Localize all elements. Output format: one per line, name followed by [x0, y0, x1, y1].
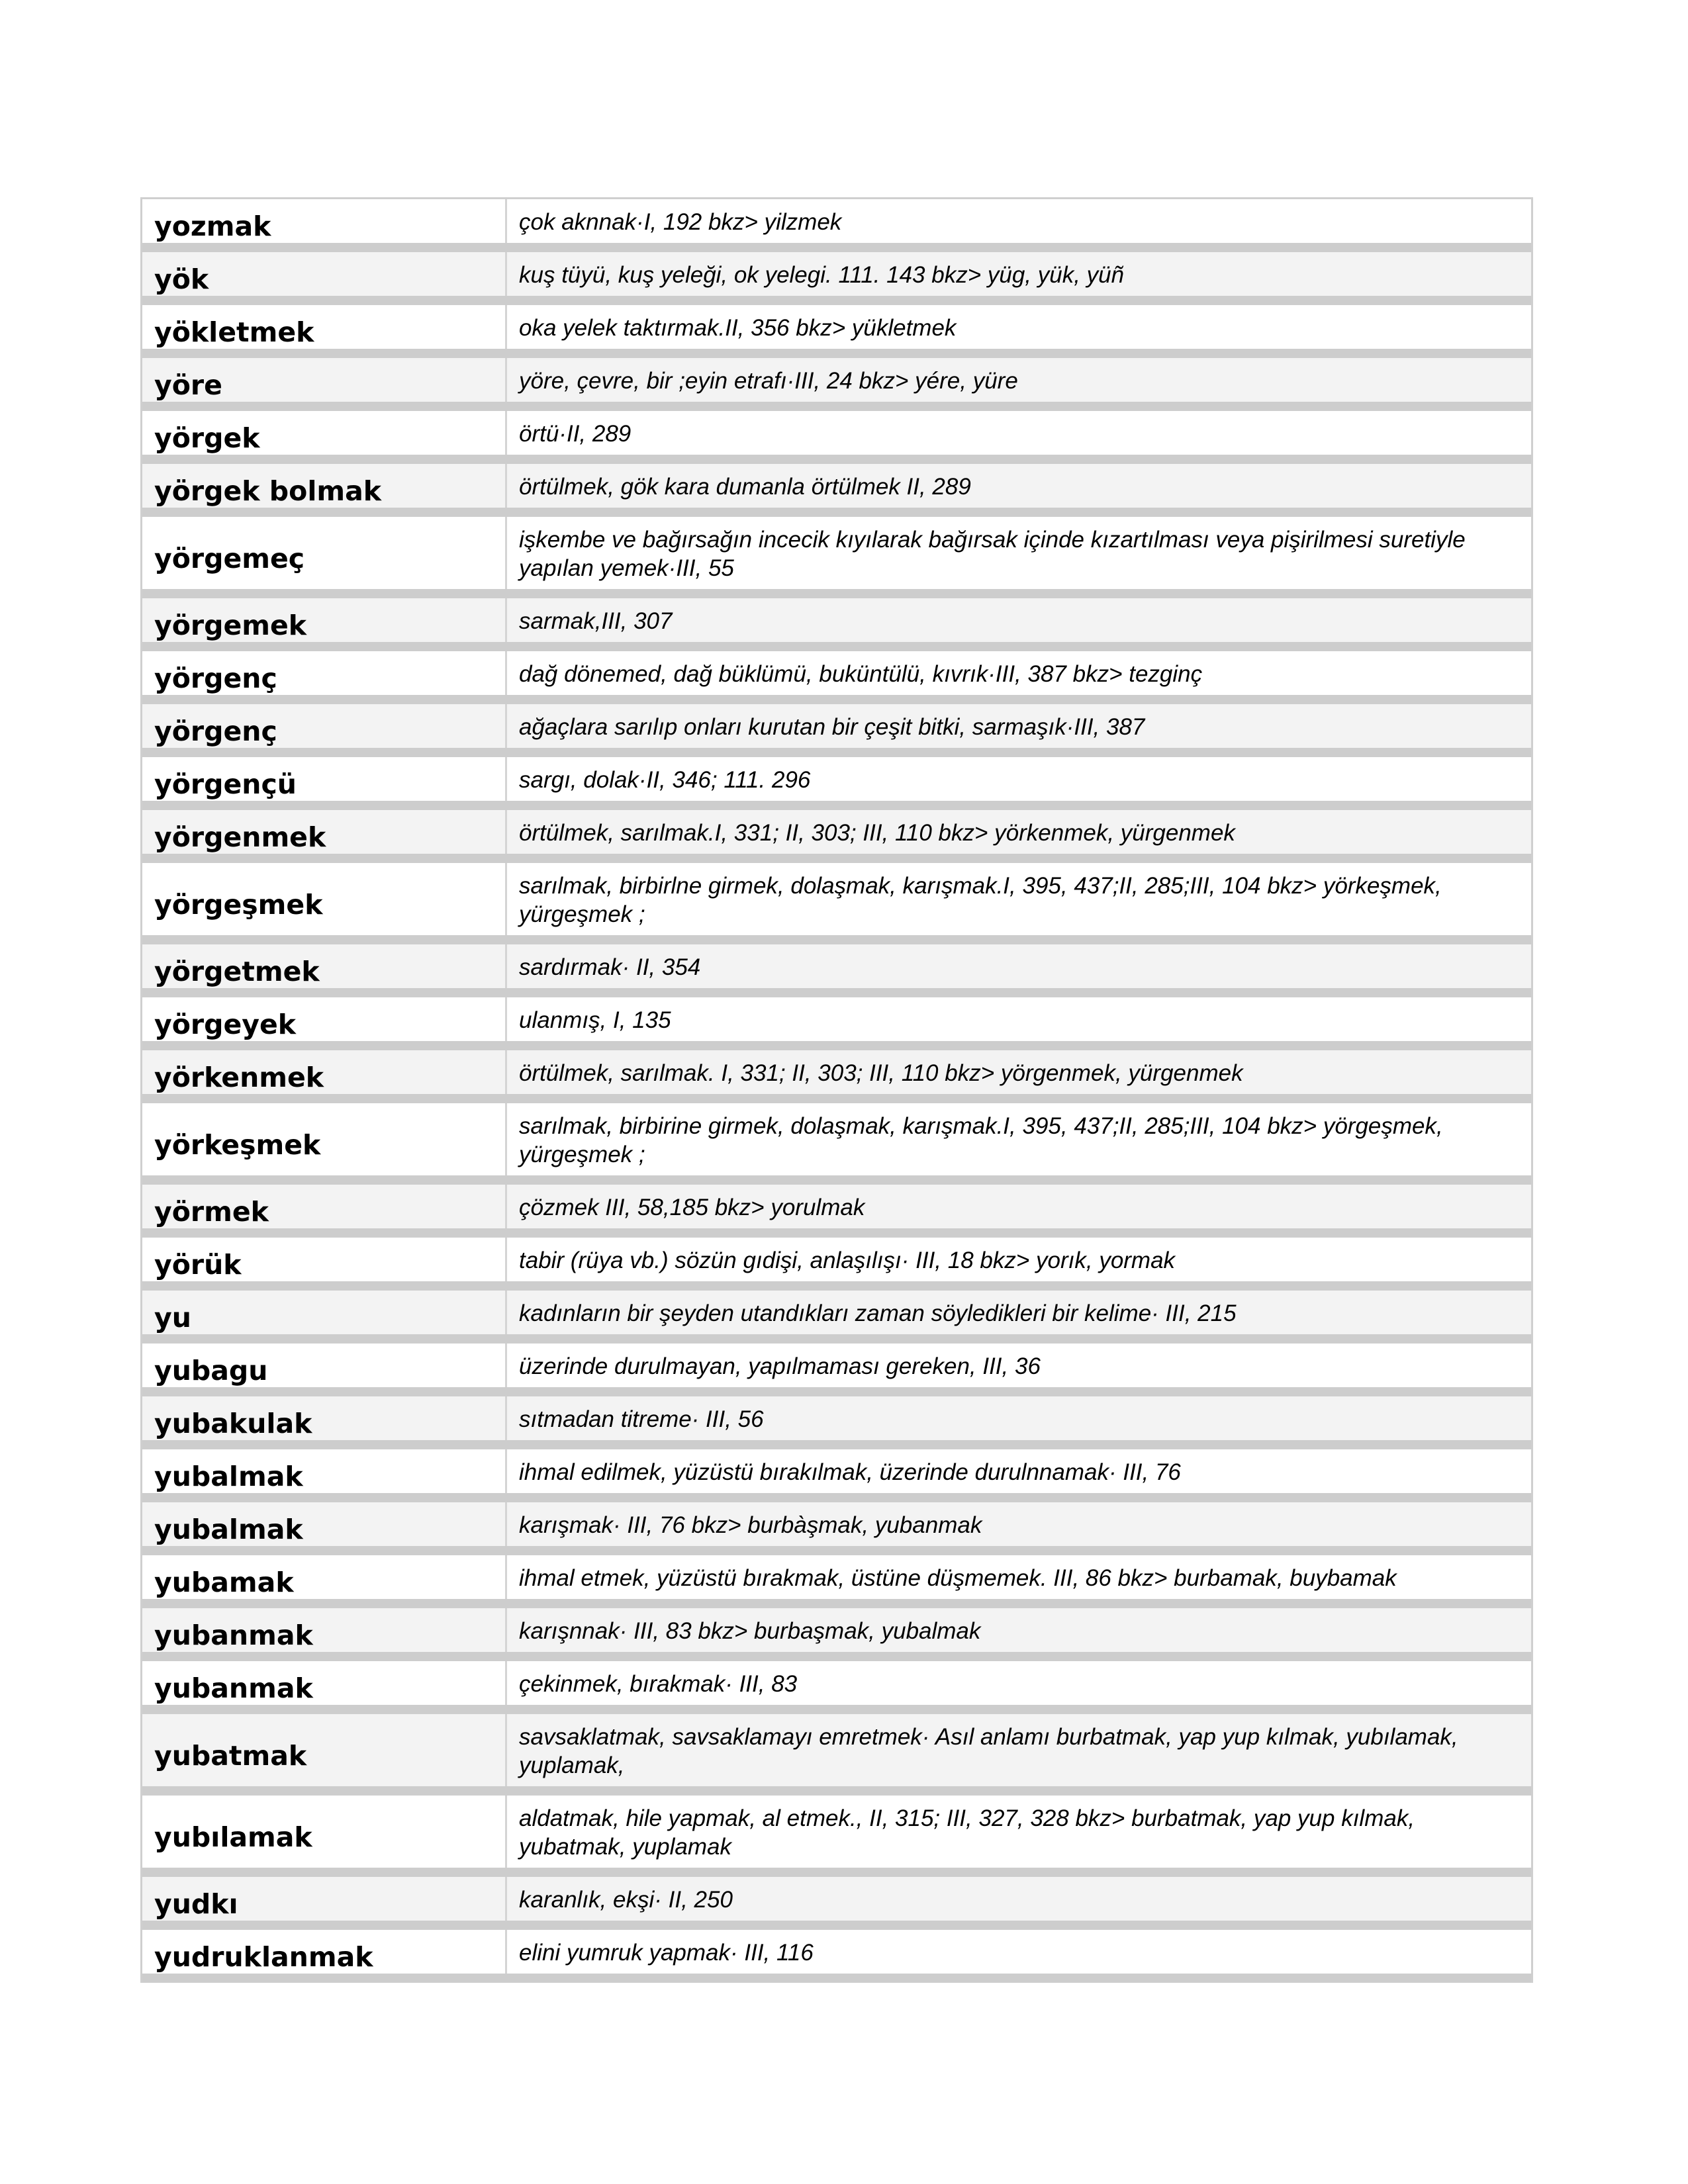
table-row: [142, 464, 1531, 517]
table-row: [142, 1796, 1531, 1877]
table-row: [142, 651, 1531, 704]
table-row: [142, 598, 1531, 651]
entry-definition: sardırmak· II, 354: [519, 954, 701, 980]
table-row: [142, 704, 1531, 757]
table-row: [142, 1661, 1531, 1714]
table-row: [142, 1555, 1531, 1608]
entry-term: yubalmak: [142, 1502, 507, 1546]
entry-term: yubamak: [142, 1555, 507, 1599]
table-row: [142, 1608, 1531, 1661]
entry-term: yudruklanmak: [142, 1930, 507, 1974]
entry-definition: karışmak· III, 76 bkz> burbàşmak, yubanmak: [519, 1512, 982, 1538]
entry-term: yozmak: [142, 199, 507, 243]
table-row: [142, 757, 1531, 810]
entry-definition: üzerinde durulmayan, yapılmaması gereken, III, 36: [519, 1353, 1041, 1379]
table-row: [142, 252, 1531, 305]
entry-definition: çok aknnak·I, 192 bkz> yilzmek: [519, 208, 842, 235]
entry-term: yu: [142, 1291, 507, 1334]
entry-term: yörgenç: [142, 651, 507, 695]
entry-definition: sarılmak, birbirine girmek, dolaşmak, karışmak.I, 395, 437;II, 285;III, 104 bkz> yörgeşmek, yürgeşmek ;: [519, 1113, 1443, 1167]
table-row: [142, 1714, 1531, 1796]
table-row: [142, 1185, 1531, 1238]
entry-term: yörgemeç: [142, 517, 507, 589]
entry-term: yörük: [142, 1238, 507, 1281]
entry-definition: oka yelek taktırmak.II, 356 bkz> yükletmek: [519, 314, 957, 341]
table-row: [142, 305, 1531, 358]
entry-definition: sıtmadan titreme· III, 56: [519, 1406, 764, 1432]
table-row: [142, 1238, 1531, 1291]
entry-definition: aldatmak, hile yapmak, al etmek., II, 315; III, 327, 328 bkz> burbatmak, yap yup kılmak, yubatmak, yuplamak: [519, 1805, 1415, 1860]
table-row: [142, 1103, 1531, 1185]
entry-term: yudkı: [142, 1877, 507, 1921]
table-row: [142, 1396, 1531, 1449]
entry-definition: örtülmek, sarılmak.I, 331; II, 303; III, 110 bkz> yörkenmek, yürgenmek: [519, 819, 1235, 846]
entry-term: yubanmak: [142, 1661, 507, 1705]
table-row: [142, 1877, 1531, 1930]
table-row: [142, 1343, 1531, 1396]
entry-term: yörgenmek: [142, 810, 507, 854]
entry-definition: sargı, dolak·II, 346; 111. 296: [519, 766, 811, 793]
entry-term: yörgek: [142, 411, 507, 455]
table-row: [142, 997, 1531, 1050]
table-row: [142, 810, 1531, 863]
table-row: [142, 1449, 1531, 1502]
entry-term: yubılamak: [142, 1796, 507, 1868]
table-row: [142, 358, 1531, 411]
entry-term: yörgetmek: [142, 944, 507, 988]
entry-definition: örtü·II, 289: [519, 420, 632, 447]
entry-definition: sarmak,III, 307: [519, 608, 673, 634]
entry-definition: çözmek III, 58,185 bkz> yorulmak: [519, 1194, 865, 1220]
table-row: [142, 944, 1531, 997]
entry-definition: tabir (rüya vb.) sözün gıdişi, anlaşılışı· III, 18 bkz> yorık, yormak: [519, 1247, 1176, 1273]
entry-definition: dağ dönemed, dağ büklümü, buküntülü, kıvrık·III, 387 bkz> tezginç: [519, 660, 1203, 687]
dictionary-table: [140, 197, 1533, 1983]
entry-definition: ihmal edilmek, yüzüstü bırakılmak, üzerinde durulnnamak· III, 76: [519, 1459, 1181, 1485]
entry-definition: karışnnak· III, 83 bkz> burbaşmak, yubalmak: [519, 1617, 981, 1644]
table-row: [142, 411, 1531, 464]
entry-term: yörkeşmek: [142, 1103, 507, 1175]
entry-term: yörgenç: [142, 704, 507, 748]
entry-term: yörgeşmek: [142, 863, 507, 935]
entry-term: yök: [142, 252, 507, 296]
table-row: [142, 1502, 1531, 1555]
entry-definition: yöre, çevre, bir ;eyin etrafı·III, 24 bkz> yére, yüre: [519, 367, 1018, 394]
entry-definition: karanlık, ekşi· II, 250: [519, 1886, 733, 1913]
entry-definition: işkembe ve bağırsağın incecik kıyılarak bağırsak içinde kızartılması veya pişirilmesi suretiyle yapılan yemek·III, 55: [519, 526, 1466, 581]
entry-definition: ihmal etmek, yüzüstü bırakmak, üstüne düşmemek. III, 86 bkz> burbamak, buybamak: [519, 1565, 1397, 1591]
entry-definition: ağaçlara sarılıp onları kurutan bir çeşit bitki, sarmaşık·III, 387: [519, 713, 1145, 740]
table-row: [142, 517, 1531, 598]
entry-term: yubagu: [142, 1343, 507, 1387]
entry-term: yubanmak: [142, 1608, 507, 1652]
entry-term: yöre: [142, 358, 507, 402]
entry-term: yörgençü: [142, 757, 507, 801]
table-row: [142, 1930, 1531, 1983]
entry-term: yubalmak: [142, 1449, 507, 1493]
entry-definition: elini yumruk yapmak· III, 116: [519, 1939, 814, 1966]
entry-term: yörgemek: [142, 598, 507, 642]
table-row: [142, 199, 1531, 252]
entry-definition: sarılmak, birbirlne girmek, dolaşmak, karışmak.I, 395, 437;II, 285;III, 104 bkz> yörkeşmek, yürgeşmek ;: [519, 872, 1442, 927]
entry-term: yökletmek: [142, 305, 507, 349]
entry-term: yörkenmek: [142, 1050, 507, 1094]
entry-definition: kuş tüyü, kuş yeleği, ok yelegi. 111. 143 bkz> yüg, yük, yüñ: [519, 261, 1125, 288]
entry-definition: örtülmek, sarılmak. I, 331; II, 303; III, 110 bkz> yörgenmek, yürgenmek: [519, 1060, 1243, 1086]
entry-definition: örtülmek, gök kara dumanla örtülmek II, 289: [519, 473, 971, 500]
entry-term: yörgek bolmak: [142, 464, 507, 508]
entry-term: yubatmak: [142, 1714, 507, 1786]
table-row: [142, 1050, 1531, 1103]
table-row: [142, 863, 1531, 944]
entry-definition: ulanmış, I, 135: [519, 1007, 671, 1033]
table-row: [142, 1291, 1531, 1343]
entry-definition: çekinmek, bırakmak· III, 83: [519, 1670, 798, 1697]
entry-term: yörmek: [142, 1185, 507, 1228]
entry-definition: savsaklatmak, savsaklamayı emretmek· Asıl anlamı burbatmak, yap yup kılmak, yubılamak, yuplamak,: [519, 1723, 1458, 1778]
entry-term: yubakulak: [142, 1396, 507, 1440]
entry-definition: kadınların bir şeyden utandıkları zaman söyledikleri bir kelime· III, 215: [519, 1300, 1237, 1326]
entry-term: yörgeyek: [142, 997, 507, 1041]
